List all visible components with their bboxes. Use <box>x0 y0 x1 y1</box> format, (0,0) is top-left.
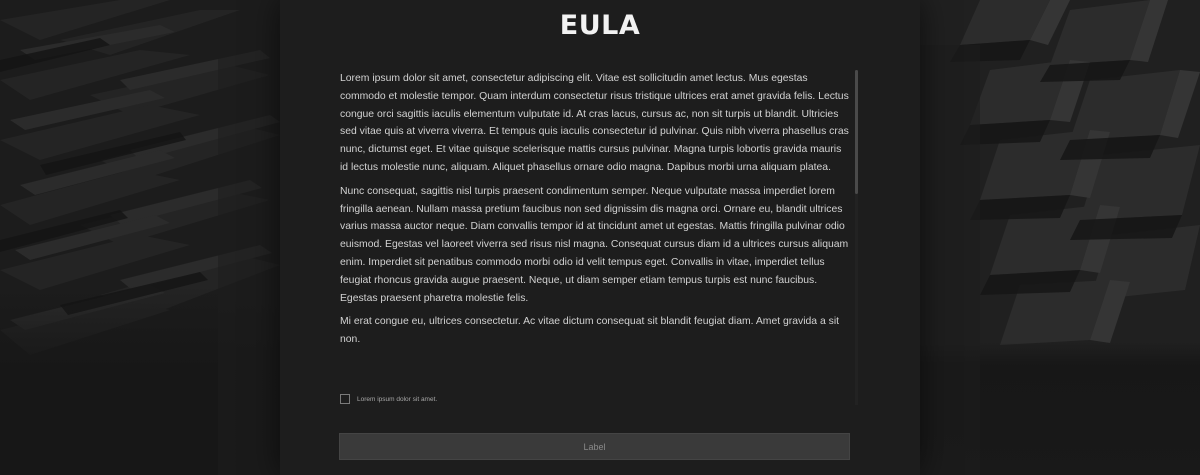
eula-text-scroll-area[interactable] <box>340 70 852 370</box>
background-band-right <box>920 45 980 475</box>
agreement-checkbox-label[interactable]: Lorem ipsum dolor sit amet. <box>357 395 438 403</box>
eula-scrollbar[interactable] <box>855 70 858 405</box>
submit-button[interactable]: Label <box>339 433 850 460</box>
eula-paragraph: Mi erat congue eu, ultrices consectetur. Ac vitae dictum consequat sit blandit feugiat diam. Amet gravida a sit non. <box>340 316 840 346</box>
page-title: EULA <box>559 10 641 41</box>
eula-paragraph: Lorem ipsum dolor sit amet, consectetur adipiscing elit. Vitae est sollicitudin amet lectus. Mus egestas commodo et molestie tempor. Quam interdum consectetur risus tristique ultrices erat amet gravida felis. Lectus congue orci sagittis iaculis elementum vulputate id. At cras lacus, cursus ac, non sit turpis ut blandit. Ultricies sed vitae quis at viverra viverra. Et tempus quis iaculis consectetur id pulvinar. Quis nibh viverra phasellus cras nunc, dictumst eget. Et vitae quisque scelerisque mattis cursus pulvinar. Magna turpis lobortis gravida mauris id lectus molestie nunc, aliquam. Aliquet phasellus ornare odio magna. Dapibus morbi urna aliquam platea. <box>340 73 849 173</box>
eula-scrollbar-thumb[interactable] <box>855 70 858 194</box>
agreement-row <box>340 393 437 405</box>
eula-paragraph: Nunc consequat, sagittis nisl turpis praesent condimentum semper. Neque vulputate massa imperdiet lorem fringilla aenean. Nullam massa pretium faucibus non sed dignissim dis magna orci. Ornare eu, blandit ultrices varius massa auctor neque. Diam convallis tempor id at tincidunt amet ut egestas. Mattis fringilla pulvinar odio euismod. Egestas vel laoreet viverra sed risus nisl magna. Consequat cursus diam id a ultrices cursus aliquam enim. Imperdiet sit penatibus commodo morbi odio id velit tempus eget. Convallis in vitae, imperdiet tellus feugiat rhoncus gravida augue praesent. Neque, ut diam semper etiam tempus turpis est nunc faucibus. Egestas praesent pharetra molestie felis. <box>340 185 849 304</box>
agreement-checkbox[interactable] <box>340 394 350 404</box>
eula-panel <box>280 0 920 475</box>
background-band-left <box>218 45 280 475</box>
